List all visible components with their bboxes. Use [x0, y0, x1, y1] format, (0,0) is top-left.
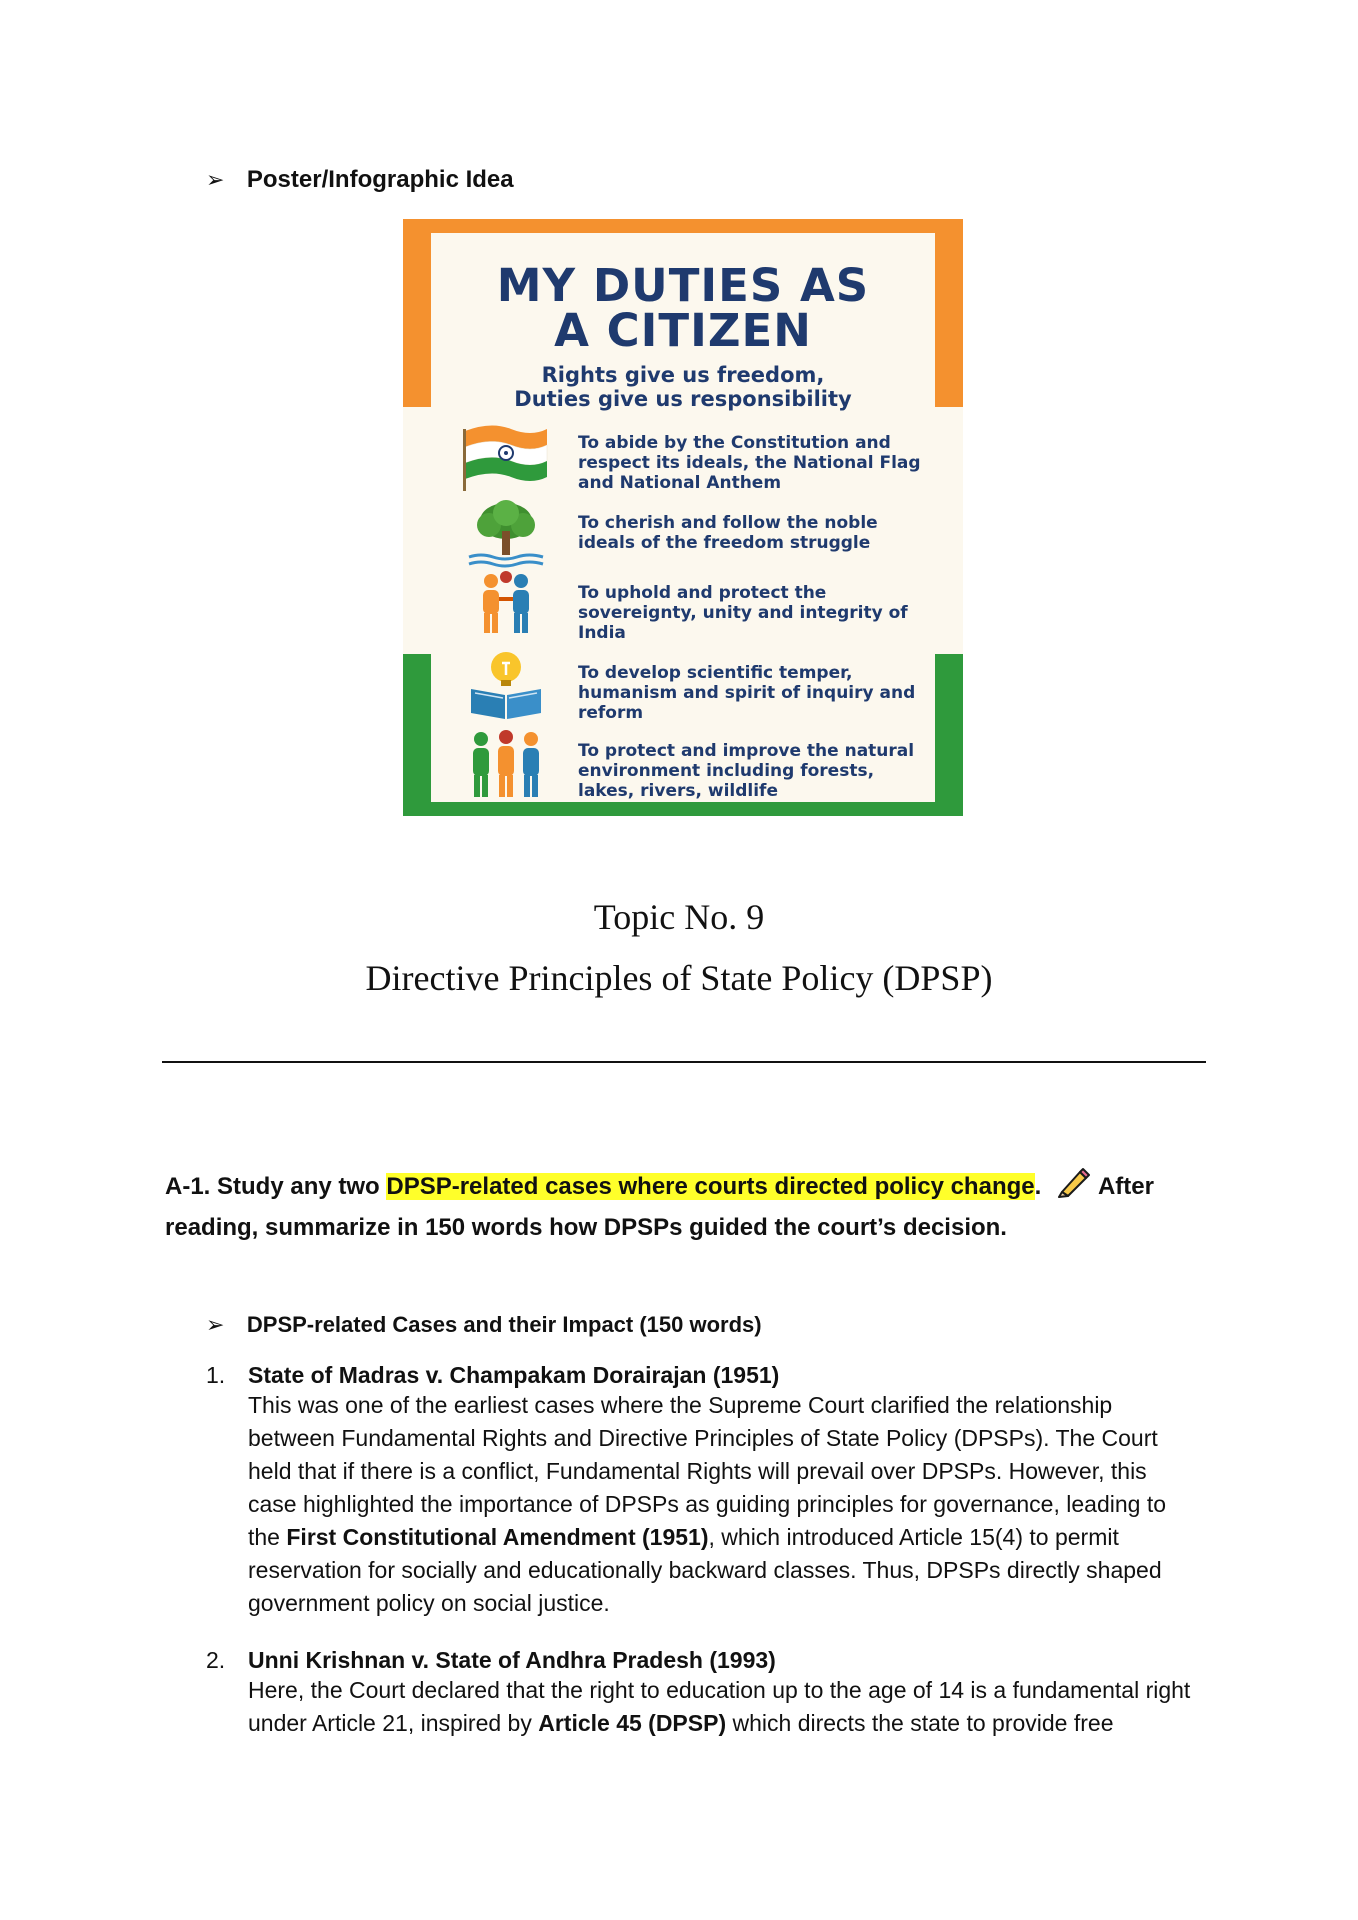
question-after: After [1097, 1172, 1154, 1200]
divider [162, 1061, 1206, 1063]
case-number: 2. [206, 1647, 226, 1673]
question-highlight: DPSP-related cases where courts directed policy change [386, 1172, 1035, 1200]
case-title: State of Madras v. Champakam Dorairajan (1951) [248, 1362, 780, 1388]
poster-subtitle-line1: Rights give us freedom, [541, 363, 825, 387]
duty-item-3: To uphold and protect the sovereignty, unity and integrity of India [578, 583, 908, 643]
question-line2: reading, summarize in 150 words how DPSPs guided the court’s decision. [165, 1214, 1007, 1241]
case-item-1 [206, 1362, 1206, 1620]
duty-item-4: To develop scientific temper, humanism and spirit of inquiry and reform [578, 663, 916, 723]
assignment-question [165, 1166, 1205, 1246]
poster-subtitle-line2: Duties give us responsibility [514, 387, 852, 411]
topic-title: Directive Principles of State Policy (DPSP) [365, 958, 993, 998]
duty-item-1: To abide by the Constitution and respect its ideals, the National Flag and National Anthem [578, 433, 921, 493]
arrow-bullet-icon: ➢ [206, 168, 225, 193]
indian-flag-icon [461, 421, 551, 493]
question-period: . [1034, 1172, 1042, 1200]
case-body-bold: First Constitutional Amendment (1951) [286, 1524, 709, 1550]
group-people-icon [461, 729, 551, 801]
duty-item-2: To cherish and follow the noble ideals of the freedom struggle [578, 513, 878, 553]
case-body-text: Here, the Court declared that the right to education up to the age of 14 is a fundamental right under Article 21, inspired by [248, 1677, 1191, 1736]
case-body [248, 1674, 1198, 1740]
section-heading-text: Poster/Infographic Idea [246, 166, 514, 193]
pencil-icon [1056, 1166, 1090, 1209]
arrow-bullet-icon: ➢ [206, 1313, 225, 1338]
case-title: Unni Krishnan v. State of Andhra Pradesh (1993) [248, 1647, 776, 1673]
duty-item-5: To protect and improve the natural environment including forests, lakes, rivers, wildlife [578, 741, 915, 801]
section-heading [206, 166, 514, 194]
case-number: 1. [206, 1362, 226, 1388]
tree-icon [461, 499, 551, 571]
cases-heading [206, 1312, 762, 1338]
question-prefix: A-1. Study any two [165, 1172, 387, 1200]
lightbulb-book-icon [461, 649, 551, 721]
case-item-2 [206, 1647, 1206, 1740]
poster-title-line2: A CITIZEN [554, 304, 812, 357]
case-body [248, 1389, 1198, 1620]
case-body-bold: Article 45 (DPSP) [538, 1710, 727, 1736]
people-unity-icon [461, 569, 551, 641]
poster-card [431, 233, 935, 802]
poster-infographic [403, 219, 963, 816]
poster-title [431, 259, 935, 357]
cases-heading-text: DPSP-related Cases and their Impact (150 words) [246, 1312, 762, 1337]
topic-number: Topic No. 9 [593, 897, 765, 937]
case-body-text: , which introduced Article 15(4) to permit reservation for socially and educationally backward classes. Thus, DPSPs directly shaped government policy on social justice. [248, 1524, 1162, 1616]
case-body-text: which directs the state to provide free [726, 1710, 1114, 1736]
poster-title-line1: MY DUTIES AS [496, 259, 870, 312]
poster-subtitle [431, 363, 935, 411]
case-body-text: This was one of the earliest cases where the Supreme Court clarified the relationship between Fundamental Rights and Directive Principles of State Policy (DPSPs). The Court held that if there is a conflict, Fundamental Rights will prevail over DPSPs. However, this case highlighted the importance of DPSPs as guiding principles for governance, leading to the [248, 1392, 1167, 1550]
